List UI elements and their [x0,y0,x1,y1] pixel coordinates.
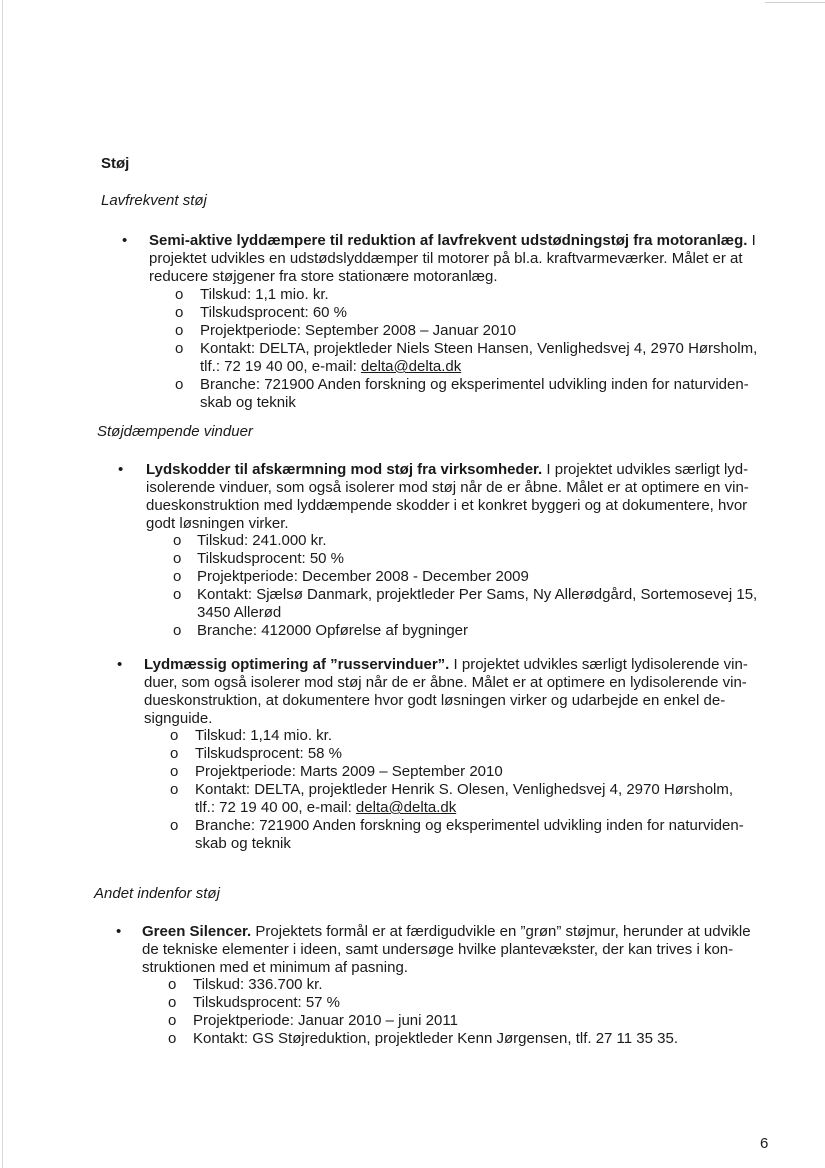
list-item-text: Tilskudsprocent: 60 % [200,304,348,321]
project-intro-line: struktionen med et minimum af pasning. [142,959,408,976]
section-title: Andet indenfor støj [94,885,220,902]
project-paragraph [146,461,786,533]
sub-bullet-glyph: o [173,568,182,585]
project-intro-line: signguide. [144,710,213,727]
sub-bullet-glyph: o [173,586,182,603]
list-item-text: Projektperiode: December 2008 - December 2009 [197,568,529,585]
list-item-text: Kontakt: Sjælsø Danmark, projektleder Per Sams, Ny Allerødgård, Sortemosevej 15, [197,586,758,603]
project-intro-line: isolerende vinduer, som også isolerer mod støj når de er åbne. Målet er at optimere en vin- [146,479,749,496]
list-item-continuation [200,358,461,376]
list-item-text: Tilskudsprocent: 50 % [197,550,345,567]
list-item-text: Tilskudsprocent: 57 % [193,994,341,1011]
scan-edge-top [765,2,825,3]
list-item-text: Projektperiode: Marts 2009 – September 2010 [195,763,503,780]
list-item-text: Kontakt: GS Støjreduktion, projektleder Kenn Jørgensen, tlf. 27 11 35 35. [193,1030,678,1047]
project-paragraph [144,656,784,728]
bullet-glyph: • [117,656,123,673]
list-item-text: tlf.: 72 19 40 00, e-mail: [200,358,361,375]
list-item-text: Tilskud: 1,1 mio. kr. [200,286,329,303]
list-item-text: Projektperiode: September 2008 – Januar 2010 [200,322,517,339]
project-paragraph [149,232,789,286]
list-item-text: Branche: 721900 Anden forskning og eksperimentel udvikling inden for naturviden- [195,817,744,834]
list-item-continuation: skab og teknik [195,835,291,852]
page-number: 6 [760,1135,769,1152]
project-intro-line: I projektet udvikles særligt lyd- [542,461,749,478]
list-item-continuation [195,799,456,817]
sub-bullet-glyph: o [170,781,179,798]
sub-bullet-glyph: o [168,1012,177,1029]
project-intro-line: dueskonstruktion med lyddæmpende skodder i et konkret byggeri og at dokumentere, hvor [146,497,748,514]
project-title: Lydmæssig optimering af ”russervinduer”. [144,656,450,673]
project-intro-line: Projektets formål er at færdigudvikle en ”grøn” støjmur, herunder at udvikle [251,923,751,940]
sub-bullet-glyph: o [173,550,182,567]
list-item-text: Branche: 721900 Anden forskning og eksperimentel udvikling inden for naturviden- [200,376,749,393]
project-intro-line: dueskonstruktion, at dokumentere hvor godt løsningen virker og udarbejde en enkel de- [144,692,726,709]
list-item-continuation: 3450 Allerød [197,604,282,621]
bullet-glyph: • [116,923,122,940]
sub-bullet-glyph: o [175,376,184,393]
email-link[interactable]: delta@delta.dk [355,799,457,816]
project-intro-line: projektet udvikles en udstødslyddæmper til motorer på bl.a. kraftvarmeværker. Målet er at [149,250,743,267]
sub-bullet-glyph: o [170,745,179,762]
project-title: Lydskodder til afskærmning mod støj fra virksomheder. [146,461,543,478]
sub-bullet-glyph: o [170,763,179,780]
bullet-glyph: • [122,232,128,249]
sub-bullet-glyph: o [170,727,179,744]
list-item-text: Tilskudsprocent: 58 % [195,745,343,762]
list-item-text: Projektperiode: Januar 2010 – juni 2011 [193,1012,458,1029]
sub-bullet-glyph: o [175,322,184,339]
sub-bullet-glyph: o [168,1030,177,1047]
list-item-text: Kontakt: DELTA, projektleder Henrik S. Olesen, Venlighedsvej 4, 2970 Hørsholm, [195,781,734,798]
project-intro-line: de tekniske elementer i ideen, samt undersøge hvilke plantevækster, der kan trives i kon- [142,941,734,958]
project-title: Green Silencer. [142,923,252,940]
project-intro-line: I projektet udvikles særligt lydisolerende vin- [449,656,748,673]
sub-bullet-glyph: o [175,286,184,303]
sub-bullet-glyph: o [175,340,184,357]
list-item-text: Kontakt: DELTA, projektleder Niels Steen Hansen, Venlighedsvej 4, 2970 Hørsholm, [200,340,758,357]
project-title: Semi-aktive lyddæmpere til reduktion af lavfrekvent udstødningstøj fra motoranlæg. [149,232,748,249]
project-intro-line: duer, som også isolerer mod støj når de er åbne. Målet er at optimere en lydisolerende vin- [144,674,747,691]
list-item-text: Branche: 412000 Opførelse af bygninger [197,622,469,639]
project-intro-line: godt løsningen virker. [146,515,289,532]
page-heading: Støj [101,155,130,172]
list-item-text: Tilskud: 241.000 kr. [197,532,327,549]
sub-bullet-glyph: o [168,994,177,1011]
list-item-text: tlf.: 72 19 40 00, e-mail: [195,799,356,816]
scan-edge [2,0,3,1168]
project-intro-line: reducere støjgener fra store stationære motoranlæg. [149,268,498,285]
bullet-glyph: • [118,461,124,478]
sub-bullet-glyph: o [175,304,184,321]
sub-bullet-glyph: o [168,976,177,993]
sub-bullet-glyph: o [173,622,182,639]
list-item-text: Tilskud: 336.700 kr. [193,976,323,993]
section-title: Lavfrekvent støj [101,192,207,209]
list-item-text: Tilskud: 1,14 mio. kr. [195,727,332,744]
section-title: Støjdæmpende vinduer [97,423,253,440]
project-paragraph [142,923,787,977]
project-intro-line: I [747,232,756,249]
sub-bullet-glyph: o [173,532,182,549]
email-link[interactable]: delta@delta.dk [360,358,462,375]
sub-bullet-glyph: o [170,817,179,834]
list-item-continuation: skab og teknik [200,394,296,411]
